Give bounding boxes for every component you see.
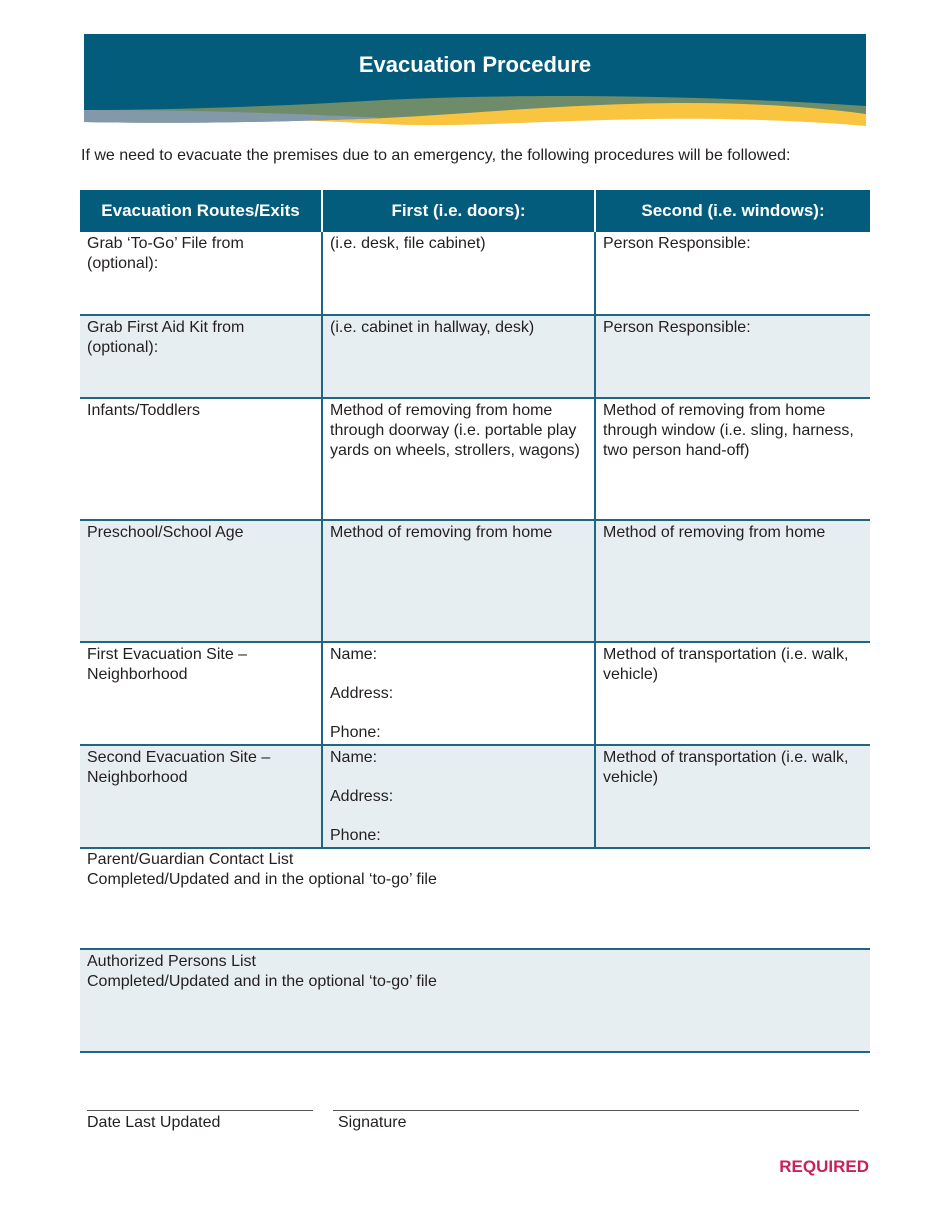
address-field-label: Address: xyxy=(330,788,394,805)
parent-contact-list-section xyxy=(80,848,870,950)
address-field-label: Address: xyxy=(330,685,394,702)
evacuation-table xyxy=(80,190,870,849)
table-row xyxy=(80,520,870,642)
section-title: Parent/Guardian Contact List xyxy=(87,851,294,868)
cell-text: Method of removing from home through doorway (i.e. portable play yards on wheels, strollers, wagons) xyxy=(330,402,580,459)
intro-text: If we need to evacuate the premises due to an emergency, the following procedures will be followed: xyxy=(81,147,791,164)
table-row xyxy=(80,398,870,520)
banner-wave-graphic xyxy=(84,34,866,126)
cell-text: Method of removing from home xyxy=(330,524,553,541)
row-label: Grab First Aid Kit from (optional): xyxy=(80,315,322,398)
table-row xyxy=(80,745,870,848)
table-header-row xyxy=(80,190,870,232)
second-cell xyxy=(595,642,870,745)
second-cell xyxy=(595,398,870,520)
header-banner xyxy=(84,34,866,126)
signature-line xyxy=(333,1110,859,1111)
page-title: Evacuation Procedure xyxy=(358,52,592,77)
row-label: Grab ‘To-Go’ File from (optional): xyxy=(80,232,322,315)
second-cell xyxy=(595,315,870,398)
cell-text: Method of transportation (i.e. walk, vehicle) xyxy=(603,646,849,683)
second-cell xyxy=(595,745,870,848)
row-label: First Evacuation Site – Neighborhood xyxy=(80,642,322,745)
cell-text: Method of removing from home xyxy=(603,524,826,541)
first-cell xyxy=(322,745,595,848)
section-note: Completed/Updated and in the optional ‘to-go’ file xyxy=(87,871,437,888)
cell-text: (i.e. cabinet in hallway, desk) xyxy=(330,319,535,336)
cell-text: Method of removing from home through window (i.e. sling, harness, two person hand-off) xyxy=(603,402,854,459)
table-row xyxy=(80,315,870,398)
second-cell xyxy=(595,520,870,642)
second-cell xyxy=(595,232,870,315)
cell-text: Person Responsible: xyxy=(603,235,751,252)
name-field-label: Name: xyxy=(330,646,378,663)
row-label: Infants/Toddlers xyxy=(80,398,322,520)
column-header: First (i.e. doors): xyxy=(322,190,595,232)
required-label: REQUIRED xyxy=(779,1157,869,1176)
name-field-label: Name: xyxy=(330,749,378,766)
first-cell xyxy=(322,315,595,398)
phone-field-label: Phone: xyxy=(330,827,381,844)
cell-text: Person Responsible: xyxy=(603,319,751,336)
row-label: Second Evacuation Site – Neighborhood xyxy=(80,745,322,848)
first-cell xyxy=(322,642,595,745)
first-cell xyxy=(322,520,595,642)
date-last-updated-label: Date Last Updated xyxy=(87,1114,221,1131)
signature-label: Signature xyxy=(338,1114,407,1131)
row-label: Preschool/School Age xyxy=(80,520,322,642)
authorized-persons-section xyxy=(80,950,870,1053)
cell-text: Method of transportation (i.e. walk, vehicle) xyxy=(603,749,849,786)
date-line xyxy=(87,1110,313,1111)
section-note: Completed/Updated and in the optional ‘to-go’ file xyxy=(87,973,437,990)
section-title: Authorized Persons List xyxy=(87,953,256,970)
first-cell xyxy=(322,232,595,315)
phone-field-label: Phone: xyxy=(330,724,381,741)
column-header: Evacuation Routes/Exits xyxy=(80,190,322,232)
table-row xyxy=(80,642,870,745)
cell-text: (i.e. desk, file cabinet) xyxy=(330,235,486,252)
table-row xyxy=(80,232,870,315)
first-cell xyxy=(322,398,595,520)
column-header: Second (i.e. windows): xyxy=(595,190,870,232)
